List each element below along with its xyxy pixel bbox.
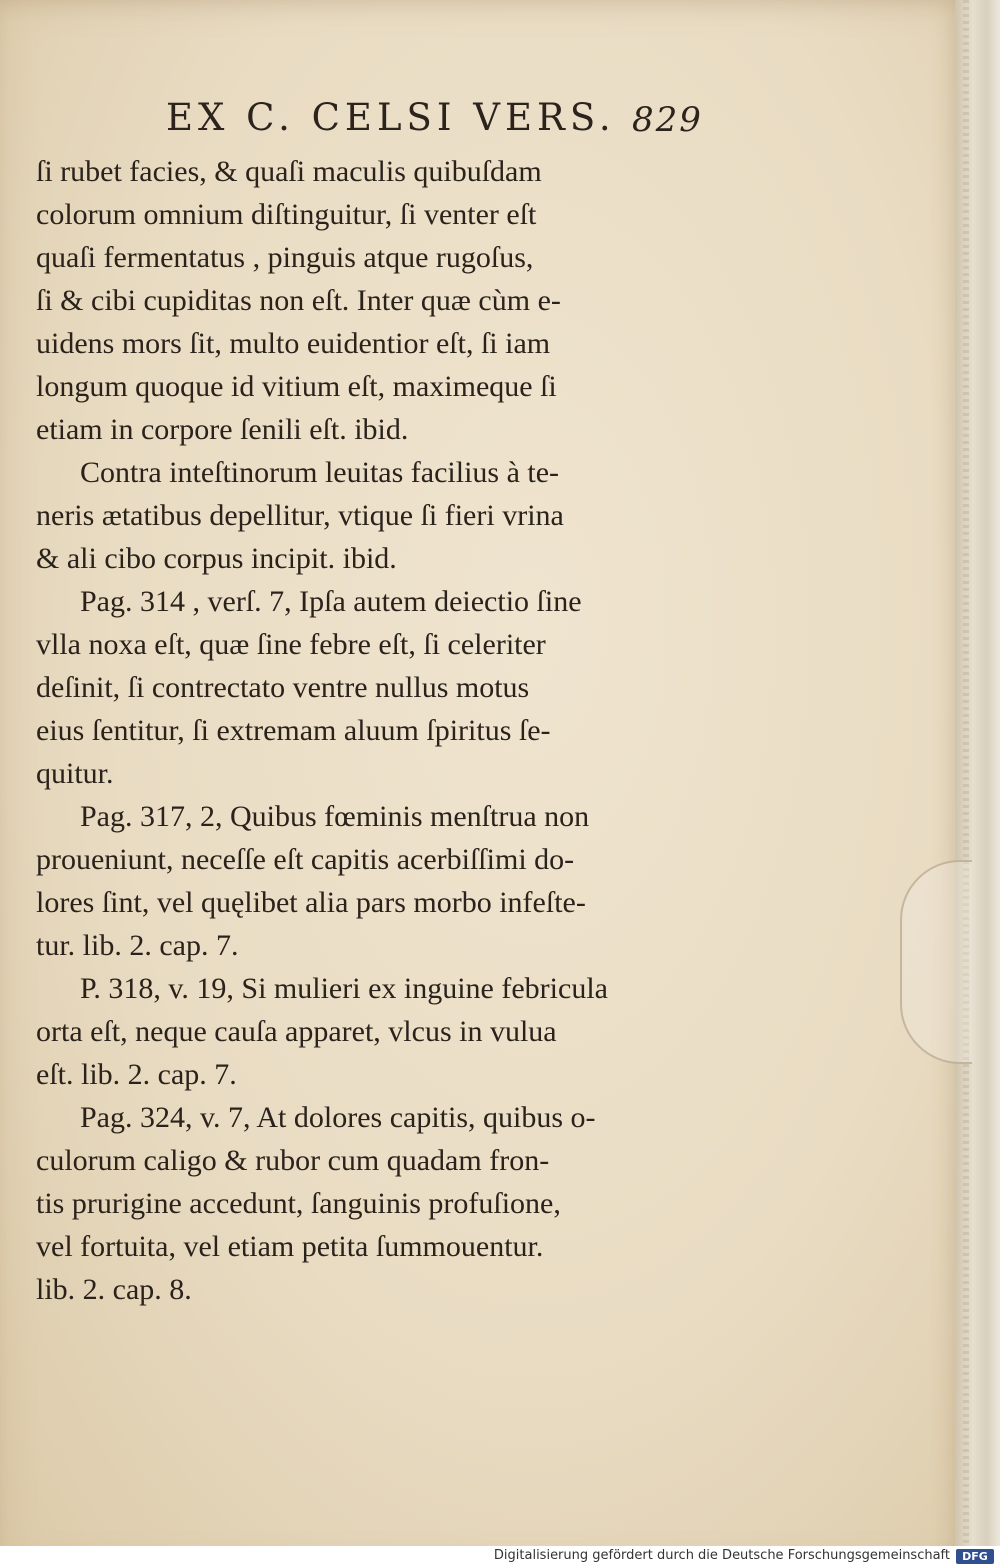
funding-credit: Digitalisierung gefördert durch die Deutsche Forschungsgemeinschaft bbox=[493, 1548, 950, 1563]
text-line: longum quoque id vitium eſt, maximeque ſi bbox=[36, 370, 557, 403]
running-head: EX C. CELSI VERS. bbox=[166, 96, 616, 139]
text-line: uidens mors ſit, multo euidentior eſt, ſi iam bbox=[36, 327, 551, 360]
page-fold bbox=[963, 0, 969, 1568]
text-line: proueniunt, neceſſe eſt capitis acerbiſſimi do- bbox=[36, 843, 575, 876]
text-line: eius ſentitur, ſi extremam aluum ſpiritus ſe- bbox=[36, 714, 551, 747]
text-line: vel fortuita, vel etiam petita ſummouentur. bbox=[36, 1230, 544, 1263]
body-text bbox=[36, 150, 716, 1311]
text-line: Pag. 324, v. 7, At dolores capitis, quibus o- bbox=[80, 1101, 596, 1134]
text-line: quaſi fermentatus , pinguis atque rugoſus, bbox=[36, 241, 534, 274]
page-edge bbox=[955, 0, 1000, 1568]
footer-bar bbox=[0, 1546, 1000, 1568]
text-line: tur. lib. 2. cap. 7. bbox=[36, 929, 239, 962]
text-line: eſt. lib. 2. cap. 7. bbox=[36, 1058, 237, 1091]
text-line: orta eſt, neque cauſa apparet, vlcus in vulua bbox=[36, 1015, 557, 1048]
text-line: P. 318, v. 19, Si mulieri ex inguine febricula bbox=[80, 972, 608, 1005]
text-line: colorum omnium diſtinguitur, ſi venter eſt bbox=[36, 198, 537, 231]
text-line: Contra inteſtinorum leuitas facilius à te- bbox=[80, 456, 560, 489]
text-line: quitur. bbox=[36, 757, 114, 790]
text-line: neris ætatibus depellitur, vtique ſi fieri vrina bbox=[36, 499, 564, 532]
page-number: 829 bbox=[632, 100, 703, 140]
text-line: culorum caligo & rubor cum quadam fron- bbox=[36, 1144, 550, 1177]
clip-mark bbox=[900, 860, 972, 1064]
dfg-logo: DFG bbox=[956, 1549, 994, 1564]
text-line: ſi & cibi cupiditas non eſt. Inter quæ cùm e- bbox=[36, 284, 561, 317]
text-line: ſi rubet facies, & quaſi maculis quibuſdam bbox=[36, 155, 542, 188]
text-line: vlla noxa eſt, quæ ſine febre eſt, ſi celeriter bbox=[36, 628, 546, 661]
text-line: lib. 2. cap. 8. bbox=[36, 1273, 192, 1306]
text-line: deſinit, ſi contrectato ventre nullus motus bbox=[36, 671, 530, 704]
text-line: & ali cibo corpus incipit. ibid. bbox=[36, 542, 397, 575]
text-line: lores ſint, vel quęlibet alia pars morbo infeſte- bbox=[36, 886, 586, 919]
text-line: Pag. 317, 2, Quibus fœminis menſtrua non bbox=[80, 800, 590, 833]
text-line: tis prurigine accedunt, ſanguinis profuſione, bbox=[36, 1187, 561, 1220]
text-line: Pag. 314 , verſ. 7, Ipſa autem deiectio ſine bbox=[80, 585, 582, 618]
text-line: etiam in corpore ſenili eſt. ibid. bbox=[36, 413, 409, 446]
page-header bbox=[0, 96, 968, 146]
